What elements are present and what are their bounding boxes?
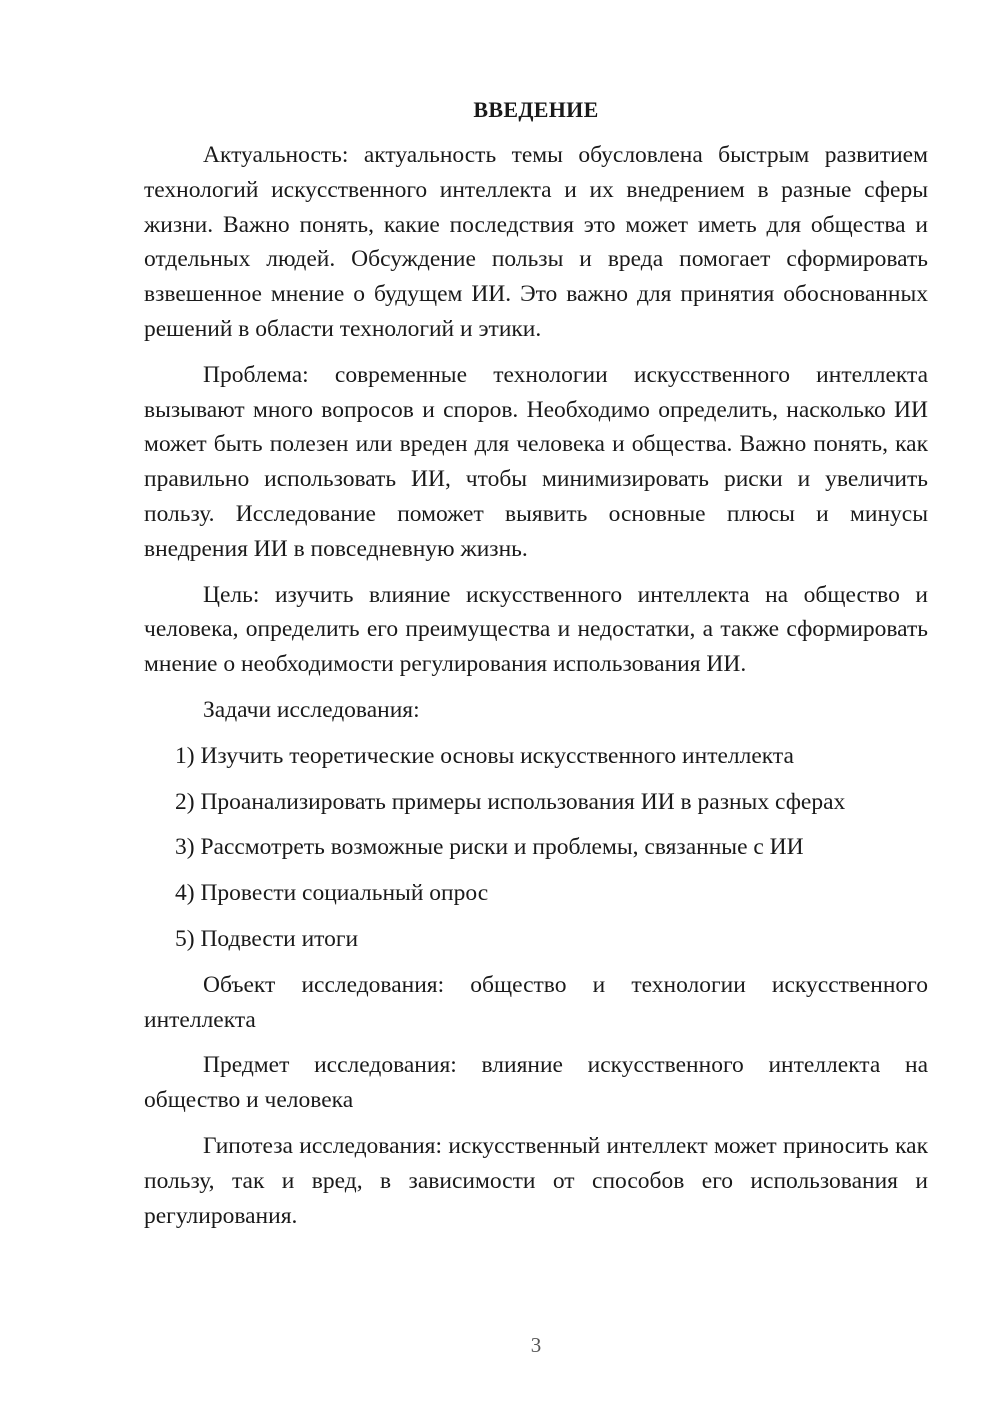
list-item: 3) Рассмотреть возможные риски и проблемы, связанные с ИИ — [175, 834, 804, 861]
paragraph-object: Объект исследования: общество и технологии искусственного интеллекта — [144, 971, 928, 1033]
paragraph-subject: Предмет исследования: влияние искусственного интеллекта на общество и человека — [144, 1052, 928, 1114]
list-item: 1) Изучить теоретические основы искусственного интеллекта — [175, 742, 794, 769]
paragraph-relevance: Актуальность: актуальность темы обусловлена быстрым развитием технологий искусственного интеллекта и их внедрением в разные сферы жизни. Важно понять, какие последствия это может иметь для общества и отдельных людей. Обсуждение пользы и вреда помогает сформировать взвешенное мнение о будущем ИИ. Это важно для принятия обоснованных решений в области технологий и этики. — [144, 142, 928, 342]
paragraph-goal: Цель: изучить влияние искусственного интеллекта на общество и человека, определить его преимущества и недостатки, а также сформировать мнение о необходимости регулирования использования ИИ. — [144, 581, 928, 678]
paragraph-hypothesis: Гипотеза исследования: искусственный интеллект может приносить как пользу, так и вред, в зависимости от способов его использования и регулирования. — [144, 1132, 928, 1229]
tasks-heading: Задачи исследования: — [203, 696, 420, 723]
page-number: 3 — [530, 1333, 542, 1357]
list-item: 5) Подвести итоги — [175, 925, 359, 952]
list-item: 4) Провести социальный опрос — [175, 880, 489, 907]
paragraph-problem: Проблема: современные технологии искусственного интеллекта вызывают много вопросов и споров. Необходимо определить, насколько ИИ может быть полезен или вреден для человека и общества. Важно понять, как правильно использовать ИИ, чтобы минимизировать риски и увеличить пользу. Исследование поможет выявить основные плюсы и минусы внедрения ИИ в повседневную жизнь. — [144, 361, 928, 562]
task-list — [144, 739, 928, 957]
page-content — [144, 95, 928, 1244]
page-title: ВВЕДЕНИЕ — [473, 97, 599, 122]
list-item: 2) Проанализировать примеры использования ИИ в разных сферах — [175, 788, 846, 815]
